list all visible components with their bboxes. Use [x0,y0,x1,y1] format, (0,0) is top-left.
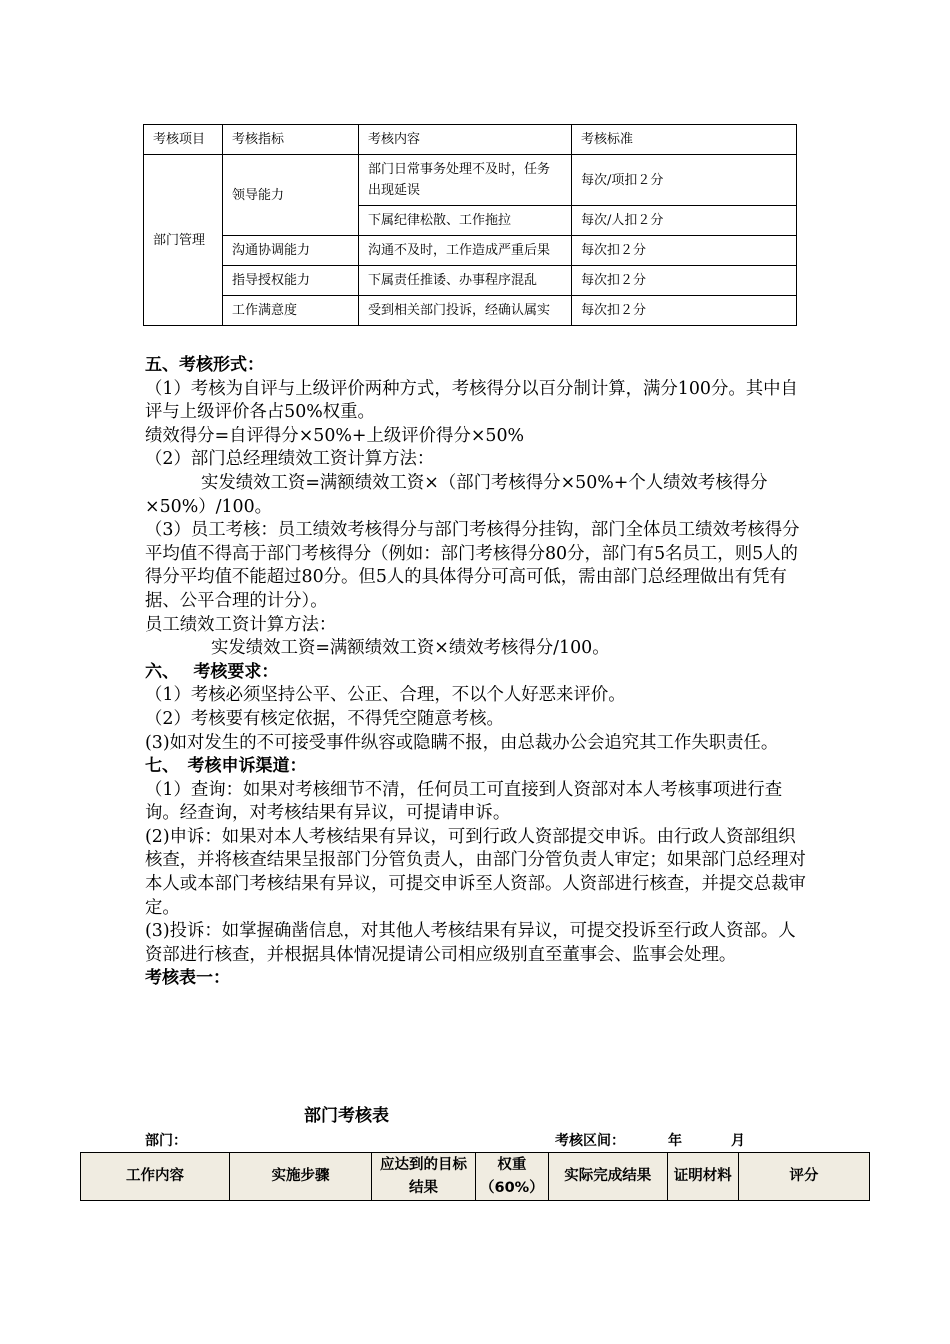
year-label: 年 [668,1133,682,1149]
paragraph: （1）考核必须坚持公平、公正、合理，不以个人好恶来评价。 [145,685,626,706]
paragraph: (2)申诉：如果对本人考核结果有异议，可到行政人资部提交申诉。由行政人资部组织核查，并将核查结果呈报部门分管负责人，由部门分管负责人审定；如果部门总经理对本人或本部门考核结果有异议，可提交申诉至人资部。人资部进行核查，并提交总裁审定。 [145,826,806,918]
table-row [144,296,797,326]
assessment-criteria-table [143,124,797,326]
standard-cell: 每次/人扣２分 [572,206,797,236]
standard-cell: 每次扣２分 [572,296,797,326]
paragraph: （2）部门总经理绩效工资计算方法： [145,449,435,470]
form-label: 考核表一： [145,968,230,989]
section-heading-6: 六、 考核要求： [145,661,279,682]
paragraph: （1）查询：如果对考核细节不清，任何员工可直接到人资部对本人考核事项进行查询。经查询，对考核结果有异议，可提请申诉。 [145,779,783,824]
month-label: 月 [731,1133,745,1149]
dept-label: 部门： [145,1133,187,1149]
period-label: 考核区间： [555,1133,625,1149]
table-row [144,266,797,296]
standard-cell: 每次扣２分 [572,236,797,266]
header-cell: 证明材料 [667,1153,738,1201]
paragraph: （3）员工考核：员工绩效考核得分与部门考核得分挂钩，部门全体员工绩效考核得分平均值不得高于部门考核得分（例如：部门考核得分80分，部门有5名员工，则5人的得分平均值不能超过80分。但5人的具体得分可高可低，需由部门总经理做出有凭有据、公平合理的计分）。 [145,520,800,611]
header-cell: 考核标准 [572,125,797,155]
header-cell: 考核项目 [144,125,223,155]
table-header-row [81,1153,870,1201]
indicator-cell: 工作满意度 [223,296,359,326]
department-assessment-table [80,1152,870,1201]
paragraph-text: 实发绩效工资=满额绩效工资×（部门考核得分×50%+个人绩效考核得分×50%）/100。 [145,472,768,517]
header-cell: 评分 [738,1153,869,1201]
paragraph: （2）考核要有核定依据，不得凭空随意考核。 [145,708,504,729]
content-cell: 受到相关部门投诉，经确认属实 [359,296,572,326]
header-cell: 实际完成结果 [548,1153,667,1201]
document-body [145,354,810,991]
indicator-cell: 指导授权能力 [223,266,359,296]
table-row [144,236,797,266]
table-row [144,155,797,206]
header-cell: 权重（60%） [476,1153,549,1201]
paragraph: 绩效得分=自评得分×50%+上级评价得分×50% [145,425,525,446]
table-header-row [144,125,797,155]
header-cell: 考核内容 [359,125,572,155]
paragraph: (3)如对发生的不可接受事件纵容或隐瞒不报，由总裁办公会追究其工作失职责任。 [145,732,779,753]
header-cell: 工作内容 [81,1153,230,1201]
paragraph: （1）考核为自评与上级评价两种方式，考核得分以百分制计算，满分100分。其中自评与上级评价各占50%权重。 [145,378,798,423]
content-cell: 部门日常事务处理不及时，任务出现延误 [359,155,572,206]
paragraph [145,472,810,519]
paragraph: 实发绩效工资=满额绩效工资×绩效考核得分/100。 [211,638,610,659]
standard-cell: 每次扣２分 [572,266,797,296]
paragraph: 员工绩效工资计算方法： [145,614,337,635]
section-heading-7: 七、 考核申诉渠道： [145,756,307,777]
header-cell: 应达到的目标结果 [372,1153,476,1201]
indicator-cell: 领导能力 [223,155,359,236]
section-heading-5: 五、考核形式： [145,355,264,375]
content-cell: 下属纪律松散、工作拖拉 [359,206,572,236]
content-cell: 沟通不及时，工作造成严重后果 [359,236,572,266]
paragraph: (3)投诉：如掌握确凿信息，对其他人考核结果有异议，可提交投诉至行政人资部。人资部进行核查，并根据具体情况提请公司相应级别直至董事会、监事会处理。 [145,921,796,965]
header-cell: 考核指标 [223,125,359,155]
form-title: 部门考核表 [304,1106,389,1126]
header-cell: 实施步骤 [230,1153,372,1201]
standard-cell: 每次/项扣２分 [572,155,797,206]
content-cell: 下属责任推诿、办事程序混乱 [359,266,572,296]
indicator-cell: 沟通协调能力 [223,236,359,266]
category-cell: 部门管理 [144,155,223,326]
